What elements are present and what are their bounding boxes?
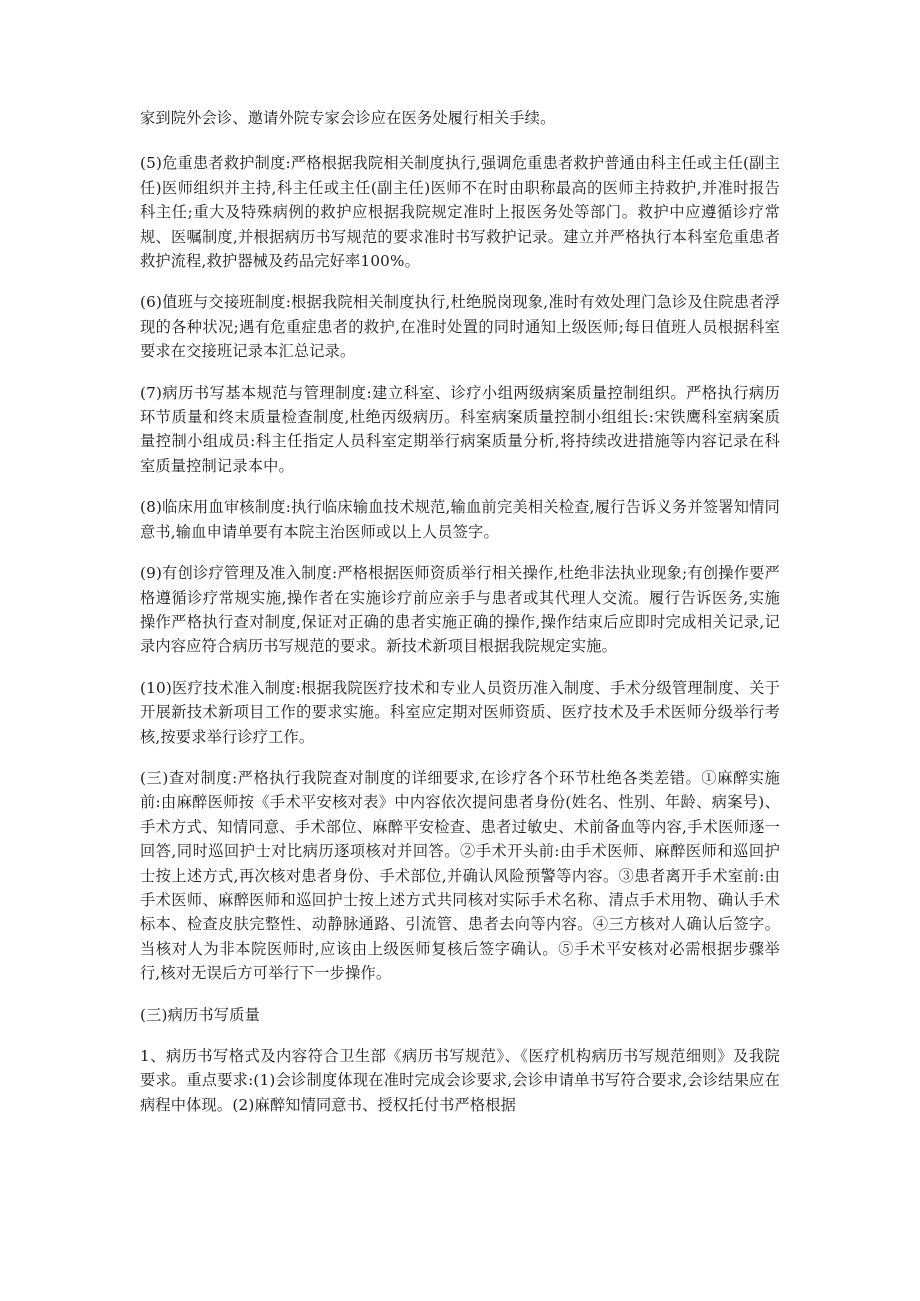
paragraph-consultation-end: 家到院外会诊、邀请外院专家会诊应在医务处履行相关手续。 <box>140 109 556 127</box>
document-page <box>140 106 780 1134</box>
paragraph-record-format: 1、病历书写格式及内容符合卫生部《病历书写规范》、《医疗机构病历书写规范细则》及我院要求。重点要求:(1)会诊制度体现在准时完成会诊要求,会诊申请单书写符合要求,会诊结果应在病程中体现。(2)麻醉知情同意书、授权托付书严格根据 <box>140 1047 780 1114</box>
paragraph-invasive-procedures: (9)有创诊疗管理及准入制度:严格根据医师资质举行相关操作,杜绝非法执业现象;有创操作要严格遵循诊疗常规实施,操作者在实施诊疗前应亲手与患者或其代理人交流。履行告诉医务,实施操作严格执行查对制度,保证对正确的患者实施正确的操作,操作结束后应即时完成相关记录,记录内容应符合病历书写规范的要求。新技术新项目根据我院规定实施。 <box>140 564 780 656</box>
paragraph-critical-rescue: (5)危重患者救护制度:严格根据我院相关制度执行,强调危重患者救护普通由科主任或主任(副主任)医师组织并主持,科主任或主任(副主任)医师不在时由职称最高的医师主持救护,并准时报告科主任;重大及特殊病例的救护应根据我院规定准时上报医务处等部门。救护中应遵循诊疗常规、医嘱制度,并根据病历书写规范的要求准时书写救护记录。建立并严格执行本科室危重患者救护流程,救护器械及药品完好率100%。 <box>140 154 780 271</box>
paragraph-duty-handover: (6)值班与交接班制度:根据我院相关制度执行,杜绝脱岗现象,准时有效处理门急诊及住院患者浮现的各种状况;遇有危重症患者的救护,在准时处置的同时通知上级医师;每日值班人员根据科室要求在交接班记录本汇总记录。 <box>140 293 780 361</box>
paragraph-blood-review: (8)临床用血审核制度:执行临床输血技术规范,输血前完美相关检查,履行告诉义务并签署知情同意书,输血申请单要有本院主治医师或以上人员签字。 <box>140 498 780 541</box>
paragraph-technology-access: (10)医疗技术准入制度:根据我院医疗技术和专业人员资历准入制度、手术分级管理制度、关于开展新技术新项目工作的要求实施。科室应定期对医师资质、医疗技术及手术医师分级举行考核,按要求举行诊疗工作。 <box>140 678 780 746</box>
paragraph-checking-system: (三)查对制度:严格执行我院查对制度的详细要求,在诊疗各个环节杜绝各类差错。①麻醉实施前:由麻醉医师按《手术平安核对表》中内容依次提问患者身份(姓名、性别、年龄、病案号)、手术方式、知情同意、手术部位、麻醉平安检查、患者过敏史、术前备血等内容,手术医师逐一回答,同时巡回护士对比病历逐项核对并回答。②手术开头前:由手术医师、麻醉医师和巡回护士按上述方式,再次核对患者身份、手术部位,并确认风险预警等内容。③患者离开手术室前:由手术医师、麻醉医师和巡回护士按上述方式共同核对实际手术名称、清点手术用物、确认手术标本、检查皮肤完整性、动静脉通路、引流管、患者去向等内容。④三方核对人确认后签字。当核对人为非本院医师时,应该由上级医师复核后签字确认。⑤手术平安核对必需根据步骤举行,核对无误后方可举行下一步操作。 <box>140 768 780 983</box>
paragraph-medical-records: (7)病历书写基本规范与管理制度:建立科室、诊疗小组两级病案质量控制组织。严格执行病历环节质量和终末质量检查制度,杜绝丙级病历。科室病案质量控制小组组长:宋铁鹰科室病案质量控制小组成员:科主任指定人员科室定期举行病案质量分析,将持续改进措施等内容记录在科室质量控制记录本中。 <box>140 383 780 475</box>
section-heading-record-quality: (三)病历书写质量 <box>140 1005 260 1024</box>
